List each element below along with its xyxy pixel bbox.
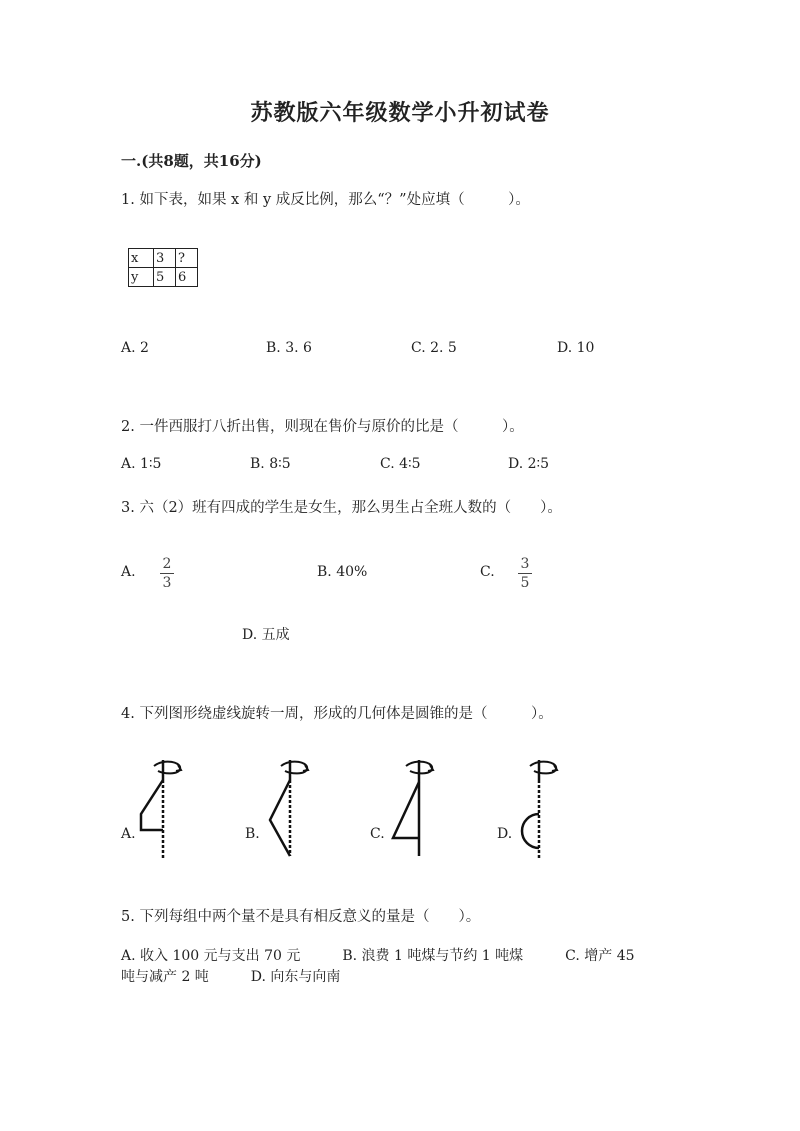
table-row — [129, 249, 198, 268]
q4-option-d-label: D. — [497, 826, 513, 842]
q1-option-a: A. 2 — [121, 340, 149, 356]
figure-a-trapezoid — [136, 756, 196, 860]
q1-option-c: C. 2. 5 — [411, 340, 457, 356]
q4-option-c-label: C. — [370, 826, 385, 842]
fraction-denominator: 3 — [162, 575, 172, 591]
question-3-text: 3. 六（2）班有四成的学生是女生，那么男生占全班人数的（ ）。 — [121, 500, 562, 516]
table-row — [129, 268, 198, 287]
section-heading: 一.(共8题，共16分) — [121, 152, 262, 170]
question-4-text: 4. 下列图形绕虚线旋转一周，形成的几何体是圆锥的是（ ）。 — [121, 706, 553, 722]
table-cell: ? — [176, 249, 198, 268]
q2-option-d: D. 2∶5 — [508, 456, 550, 472]
question-1-text: 1. 如下表，如果 x 和 y 成反比例，那么“？”处应填（ ）。 — [121, 192, 530, 208]
figure-c-right-triangle — [388, 756, 448, 860]
fraction-numerator: 3 — [518, 557, 532, 574]
table-cell: x — [129, 249, 154, 268]
q4-option-a-label: A. — [121, 826, 136, 842]
q3-option-d: D. 五成 — [242, 627, 290, 643]
q3-option-c-fraction — [518, 557, 532, 590]
page-title: 苏教版六年级数学小升初试卷 — [250, 100, 550, 126]
q3-option-c-label: C. — [480, 564, 495, 580]
table-cell: 3 — [154, 249, 176, 268]
q2-option-c: C. 4∶5 — [380, 456, 421, 472]
q5-options-line-2: 吨与减产 2 吨 D. 向东与向南 — [121, 969, 341, 985]
question-2-text: 2. 一件西服打八折出售，则现在售价与原价的比是（ ）。 — [121, 419, 524, 435]
q2-option-a: A. 1∶5 — [121, 456, 162, 472]
question-5-text: 5. 下列每组中两个量不是具有相反意义的量是（ ）。 — [121, 909, 481, 925]
fraction-denominator: 5 — [520, 575, 530, 591]
q1-option-b: B. 3. 6 — [266, 340, 312, 356]
q5-options-line-1: A. 收入 100 元与支出 70 元 B. 浪费 1 吨煤与节约 1 吨煤 C. 增产 45 — [121, 948, 635, 964]
q3-option-a-fraction — [160, 557, 174, 590]
figure-d-semicircle — [512, 756, 572, 860]
q2-option-b: B. 8∶5 — [250, 456, 291, 472]
q3-option-b: B. 40% — [317, 564, 368, 580]
table-cell: 5 — [154, 268, 176, 287]
fraction-numerator: 2 — [160, 557, 174, 574]
table-cell: 6 — [176, 268, 198, 287]
q4-option-b-label: B. — [245, 826, 260, 842]
xy-table — [128, 248, 198, 287]
q3-option-a-label: A. — [121, 564, 136, 580]
figure-b-triangle — [263, 756, 323, 860]
table-cell: y — [129, 268, 154, 287]
q1-option-d: D. 10 — [557, 340, 595, 356]
